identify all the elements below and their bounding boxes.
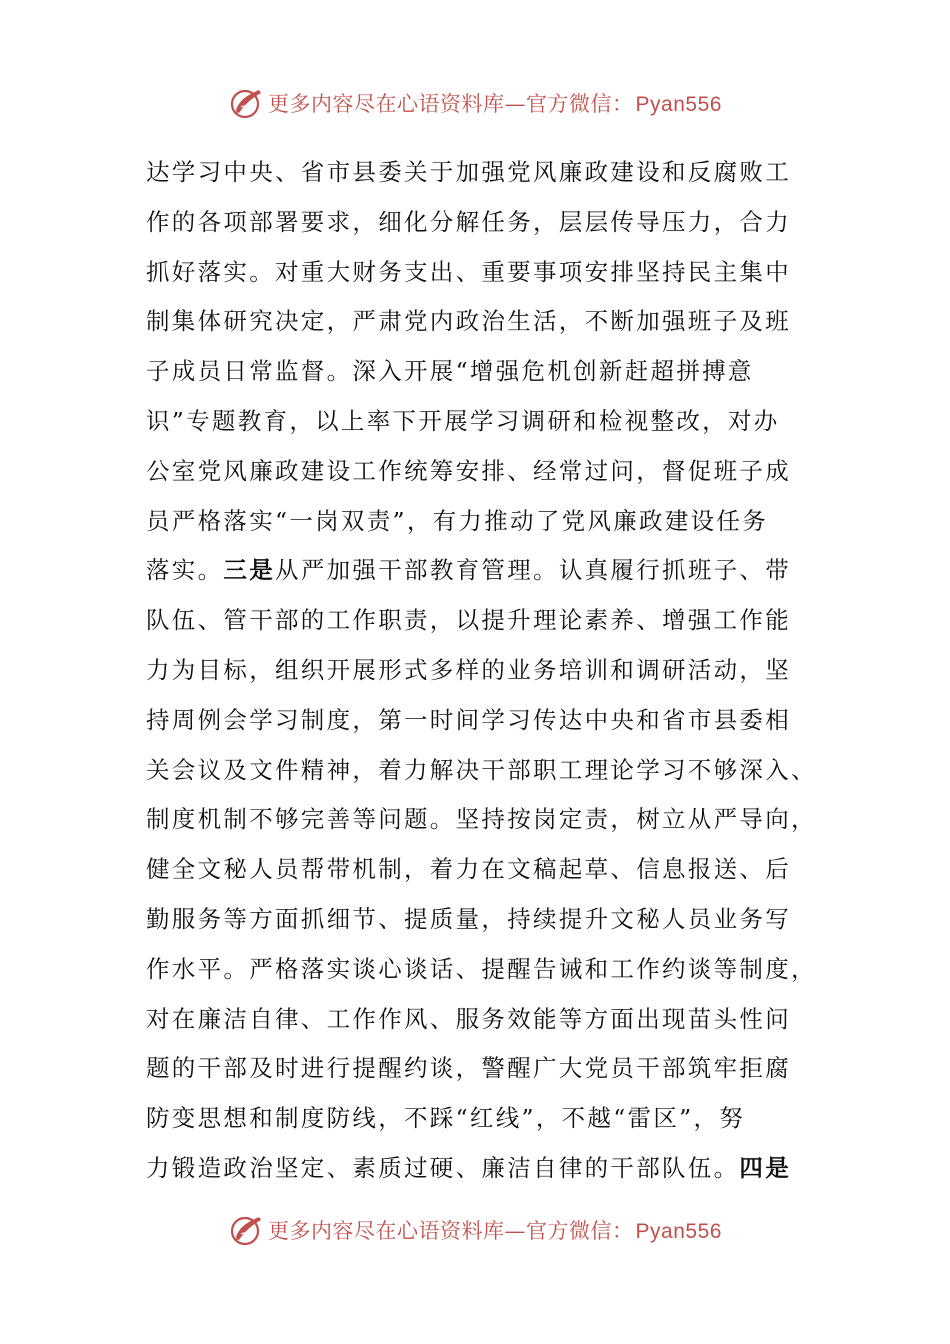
text-segment: 勤服务等方面抓细节、提质量，持续提升文秘人员业务写 bbox=[146, 904, 791, 933]
text-line bbox=[146, 696, 791, 746]
text-segment: 力锻造政治坚定、素质过硬、廉洁自律的干部队伍。 bbox=[146, 1153, 740, 1182]
text-line bbox=[146, 447, 791, 497]
text-segment: 制度机制不够完善等问题。坚持按岗定责，树立从严导向， bbox=[146, 805, 817, 834]
text-segment: 从严加强干部教育管理。认真履行抓班子、带 bbox=[275, 556, 792, 585]
text-line bbox=[146, 895, 791, 945]
banner-wechat-id: Pyan556 bbox=[635, 93, 722, 116]
bold-heading-marker: 三是 bbox=[223, 556, 276, 585]
pen-logo-icon bbox=[228, 85, 264, 121]
text-line bbox=[146, 945, 817, 995]
text-segment: 防变思想和制度防线，不踩“红线”，不越“雷区”，努 bbox=[146, 1104, 746, 1133]
banner-caption: 更多内容尽在心语资料库—官方微信： bbox=[268, 92, 634, 116]
text-line bbox=[146, 546, 792, 596]
text-segment: 公室党风廉政建设工作统筹安排、经常过问，督促班子成 bbox=[146, 456, 791, 485]
text-line bbox=[146, 497, 786, 547]
text-line bbox=[146, 995, 791, 1045]
text-line bbox=[146, 646, 791, 696]
text-segment: 关会议及文件精神，着力解决干部职工理论学习不够深入、 bbox=[146, 755, 817, 784]
text-line bbox=[146, 397, 786, 447]
text-segment: 对在廉洁自律、工作作风、服务效能等方面出现苗头性问 bbox=[146, 1004, 791, 1033]
banner-caption: 更多内容尽在心语资料库—官方微信： bbox=[268, 1219, 634, 1243]
text-segment: 员严格落实“一岗双责”，有力推动了党风廉政建设任务 bbox=[146, 506, 769, 535]
text-segment: 健全文秘人员帮带机制，着力在文稿起草、信息报送、后 bbox=[146, 855, 791, 884]
text-line bbox=[146, 347, 786, 397]
text-segment: 达学习中央、省市县委关于加强党风廉政建设和反腐败工 bbox=[146, 158, 791, 186]
text-segment: 队伍、管干部的工作职责，以提升理论素养、增强工作能 bbox=[146, 606, 791, 635]
text-line bbox=[146, 795, 817, 845]
text-line bbox=[146, 148, 791, 198]
text-segment: 落实。 bbox=[146, 556, 224, 585]
banner-wechat-id: Pyan556 bbox=[635, 1220, 722, 1243]
text-line bbox=[146, 1144, 792, 1194]
text-line bbox=[146, 198, 791, 248]
pen-logo-icon bbox=[228, 1212, 264, 1248]
text-segment: 持周例会学习制度，第一时间学习传达中央和省市县委相 bbox=[146, 705, 791, 734]
text-segment: 作水平。严格落实谈心谈话、提醒告诫和工作约谈等制度， bbox=[146, 954, 817, 983]
text-segment: 子成员日常监督。深入开展“增强危机创新赶超拼搏意 bbox=[146, 357, 754, 386]
header-banner bbox=[0, 83, 950, 123]
text-line bbox=[146, 1044, 791, 1094]
footer-banner bbox=[0, 1210, 950, 1250]
text-line bbox=[146, 1094, 786, 1144]
text-segment: 题的干部及时进行提醒约谈，警醒广大党员干部筑牢拒腐 bbox=[146, 1054, 791, 1083]
text-segment: 识”专题教育，以上率下开展学习调研和检视整改，对办 bbox=[146, 406, 780, 435]
document-body bbox=[146, 148, 817, 1194]
banner-text bbox=[268, 1215, 722, 1245]
text-line bbox=[146, 596, 791, 646]
text-line bbox=[146, 845, 791, 895]
text-segment: 抓好落实。对重大财务支出、重要事项安排坚持民主集中 bbox=[146, 257, 791, 286]
text-line bbox=[146, 746, 817, 796]
banner-text bbox=[268, 88, 722, 118]
text-segment: 制集体研究决定，严肃党内政治生活，不断加强班子及班 bbox=[146, 307, 791, 336]
text-line bbox=[146, 297, 791, 347]
bold-heading-marker: 四是 bbox=[739, 1153, 792, 1182]
text-segment: 作的各项部署要求，细化分解任务，层层传导压力，合力 bbox=[146, 207, 791, 236]
text-line bbox=[146, 248, 791, 298]
text-segment: 力为目标，组织开展形式多样的业务培训和调研活动，坚 bbox=[146, 655, 791, 684]
